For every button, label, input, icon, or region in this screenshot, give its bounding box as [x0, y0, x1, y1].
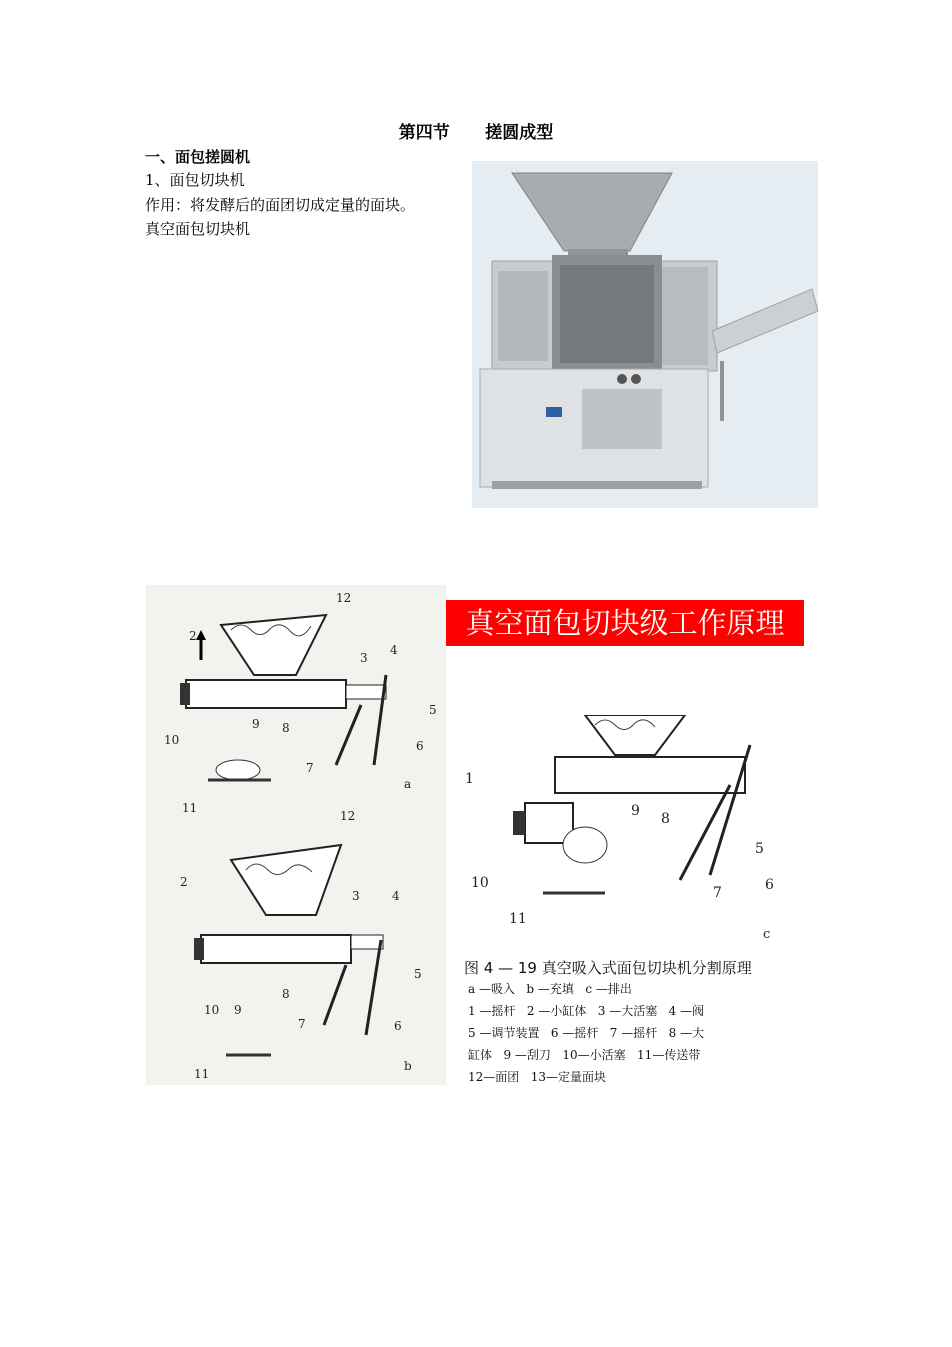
label-c-11: 11: [509, 911, 527, 927]
label-a-4: 4: [390, 643, 398, 657]
label-c-6: 6: [765, 877, 774, 893]
label-a-letter: a: [404, 777, 412, 791]
label-b-11: 11: [194, 1067, 210, 1081]
label-a-6: 6: [416, 739, 424, 753]
label-b-6: 6: [394, 1019, 402, 1033]
caption-line-1: a —吸入 b —充填 c —排出: [468, 982, 632, 996]
label-a-9: 9: [252, 717, 260, 731]
label-a-2: 2: [189, 629, 197, 643]
label-a-11: 11: [182, 801, 198, 815]
label-a-3: 3: [360, 651, 368, 665]
label-a-7: 7: [306, 761, 314, 775]
principle-banner: 真空面包切块级工作原理: [446, 600, 804, 646]
caption-line-5: 12—面团 13—定量面块: [468, 1070, 606, 1084]
label-b-2: 2: [180, 875, 188, 889]
label-b-12: 12: [340, 809, 356, 823]
label-c-1: 1: [465, 771, 474, 787]
label-c-10: 10: [471, 875, 489, 891]
label-a-12: 12: [336, 591, 352, 605]
figure-caption: 图 4 — 19 真空吸入式面包切块机分割原理: [464, 959, 752, 977]
label-b-4: 4: [392, 889, 400, 903]
diagram-left: [146, 585, 446, 1085]
label-a-8: 8: [282, 721, 290, 735]
page-title: 第四节 搓圆成型: [398, 123, 554, 143]
label-a-10: 10: [164, 733, 180, 747]
caption-line-3: 5 —调节装置 6 —摇杆 7 —摇杆 8 —大: [468, 1026, 705, 1040]
label-c-8: 8: [661, 811, 670, 827]
label-b-3: 3: [352, 889, 360, 903]
label-b-5: 5: [414, 967, 422, 981]
label-c-letter: c: [763, 927, 771, 942]
label-b-8: 8: [282, 987, 290, 1001]
paragraph-2: 作用：将发酵后的面团切成定量的面块。: [145, 196, 416, 214]
label-b-9: 9: [234, 1003, 242, 1017]
machine-photo: [472, 161, 818, 508]
caption-line-2: 1 —摇杆 2 —小缸体 3 —大活塞 4 —阀: [468, 1004, 705, 1018]
label-c-9: 9: [631, 803, 640, 819]
caption-line-4: 缸体 9 —刮刀 10—小活塞 11—传送带: [468, 1048, 701, 1062]
label-b-10: 10: [204, 1003, 220, 1017]
section-heading: 一、面包搓圆机: [145, 148, 251, 166]
label-a-5: 5: [429, 703, 437, 717]
label-b-7: 7: [298, 1017, 306, 1031]
label-c-7: 7: [713, 885, 722, 901]
label-b-letter: b: [404, 1059, 412, 1073]
label-c-5: 5: [755, 841, 764, 857]
paragraph-3: 真空面包切块机: [145, 220, 251, 238]
paragraph-1: 1、面包切块机: [145, 171, 245, 189]
